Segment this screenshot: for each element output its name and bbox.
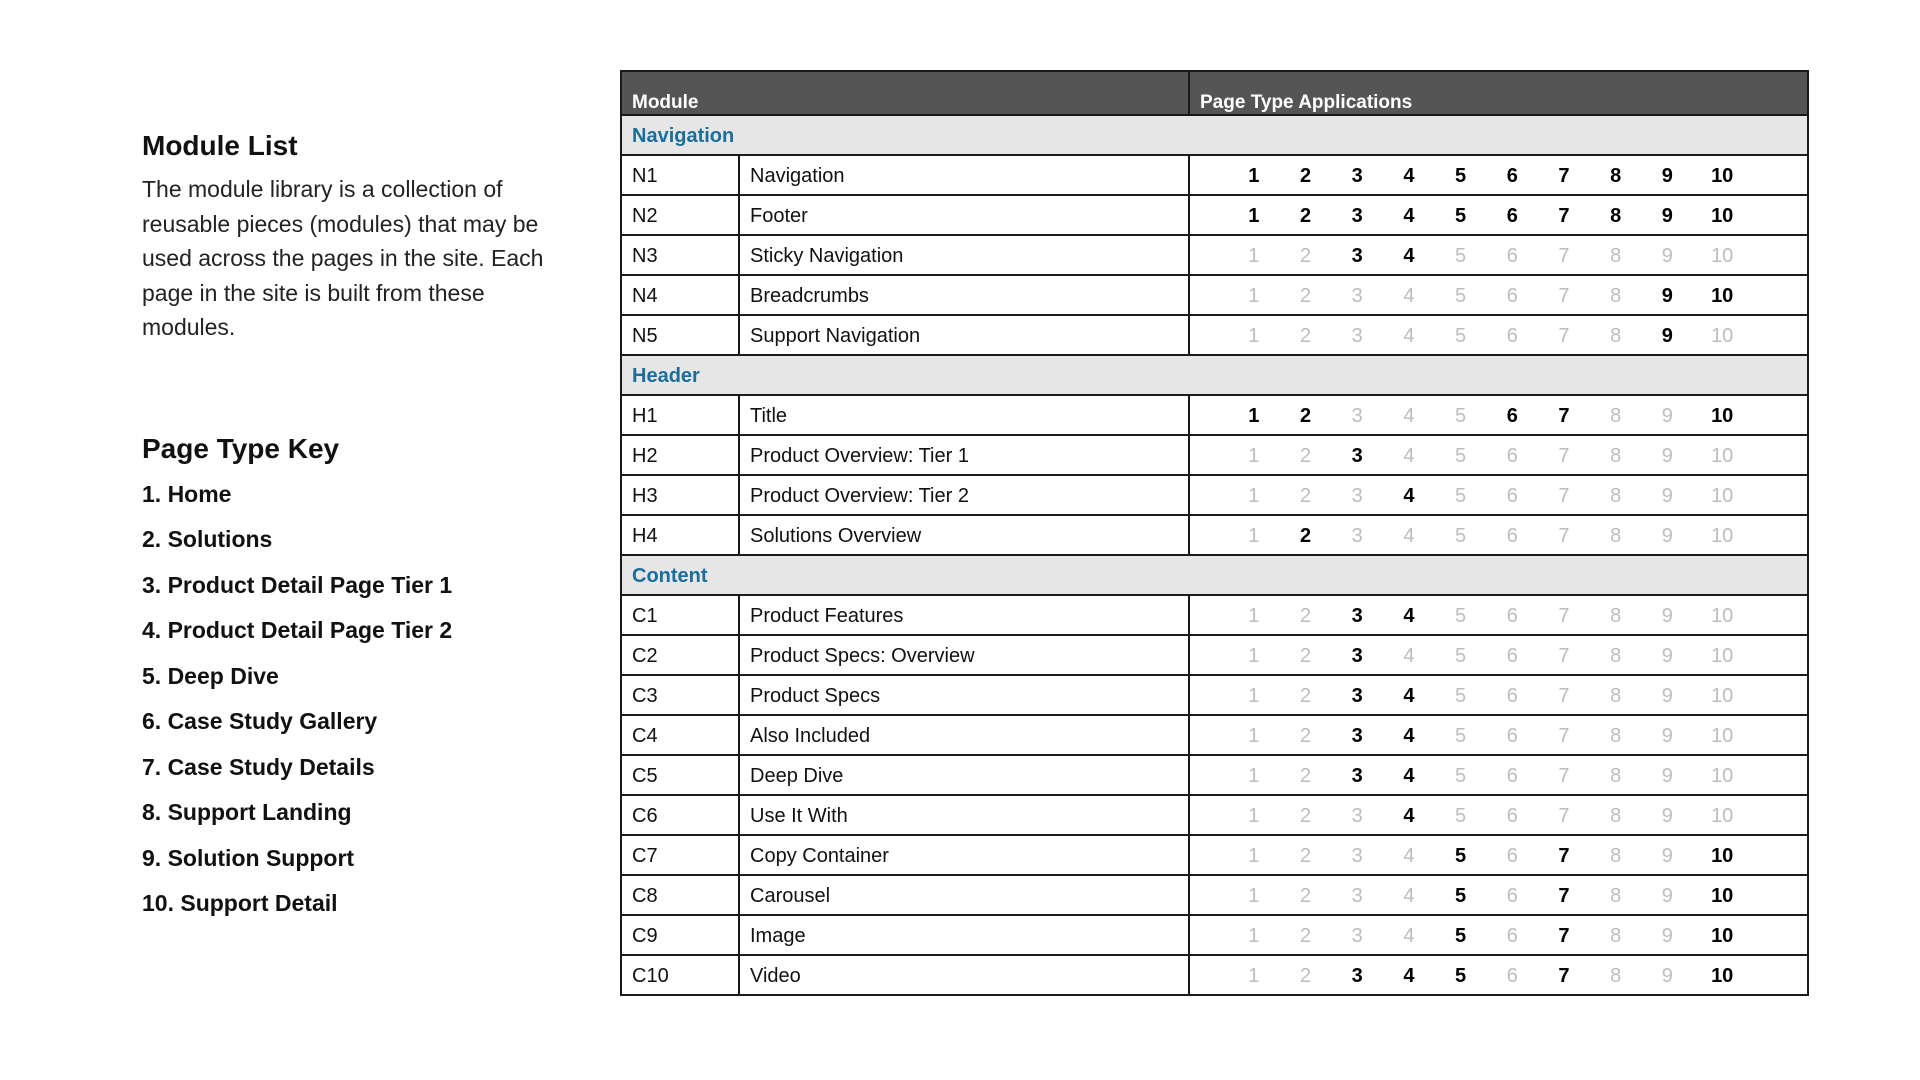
- page-type-key-title: Page Type Key: [142, 432, 340, 464]
- page-type-number: 7: [1558, 524, 1570, 547]
- page-type-number: 5: [1455, 924, 1467, 947]
- page-type-number: 7: [1558, 284, 1570, 307]
- page-type-number: 8: [1610, 724, 1622, 747]
- module-name: Image: [739, 915, 1189, 955]
- page-type-item: 1. Home: [142, 480, 232, 507]
- page-type-number: 9: [1661, 884, 1673, 907]
- page-type-number: 5: [1455, 804, 1467, 827]
- module-code: C3: [621, 675, 739, 715]
- page-type-number: 7: [1558, 844, 1570, 867]
- table-row: [621, 155, 1808, 195]
- page-type-number: 3: [1351, 444, 1363, 467]
- page-type-number: 10: [1711, 924, 1734, 947]
- page-type-number: 10: [1711, 604, 1734, 627]
- page-type-number: 6: [1506, 964, 1518, 987]
- page-type-number: 4: [1403, 604, 1415, 627]
- page-type-item: 6. Case Study Gallery: [142, 708, 378, 734]
- page-type-number: 7: [1558, 324, 1570, 347]
- page-type-number: 10: [1711, 484, 1734, 507]
- page-type-number: 8: [1610, 484, 1622, 507]
- page-type-number: 7: [1558, 804, 1570, 827]
- page-type-applications: [1189, 195, 1808, 235]
- category-row: [621, 115, 1808, 155]
- page-type-number: 3: [1351, 404, 1363, 427]
- page-type-number: 6: [1506, 844, 1518, 867]
- page-type-number: 9: [1661, 164, 1673, 187]
- page-type-number: 10: [1711, 804, 1734, 827]
- module-name: Deep Dive: [739, 755, 1189, 795]
- page-type-applications: [1189, 675, 1808, 715]
- page-type-number: 8: [1610, 204, 1622, 227]
- page-type-number: 7: [1558, 924, 1570, 947]
- table-row: [621, 435, 1808, 475]
- module-code: C1: [621, 595, 739, 635]
- page-type-number: 9: [1661, 404, 1673, 427]
- page-type-number: 3: [1351, 684, 1363, 707]
- page-type-number: 8: [1610, 404, 1622, 427]
- module-code: N2: [621, 195, 739, 235]
- page-type-number: 4: [1403, 804, 1415, 827]
- table-row: [621, 955, 1808, 995]
- page-type-applications: [1189, 915, 1808, 955]
- page-type-number: 8: [1610, 764, 1622, 787]
- page-type-number: 1: [1248, 684, 1260, 707]
- page-type-number: 2: [1299, 924, 1312, 947]
- table-row: [621, 915, 1808, 955]
- page-type-number: 1: [1248, 724, 1260, 747]
- page-type-number: 9: [1661, 684, 1673, 707]
- page-type-number: 10: [1711, 324, 1734, 347]
- page-type-number: 6: [1506, 444, 1518, 467]
- page-type-applications: [1189, 795, 1808, 835]
- page-type-item: 7. Case Study Details: [142, 753, 375, 780]
- page-type-number: 5: [1455, 284, 1467, 307]
- page-type-number: 8: [1610, 164, 1622, 187]
- page-type-number: 1: [1248, 884, 1260, 907]
- page-type-number: 2: [1299, 884, 1312, 907]
- page-type-number: 6: [1506, 804, 1518, 827]
- page-type-number: 4: [1403, 764, 1415, 787]
- page-type-number: 5: [1455, 244, 1467, 267]
- page-type-number: 1: [1248, 804, 1260, 827]
- page-type-number: 7: [1558, 884, 1570, 907]
- page-type-number: 8: [1610, 604, 1622, 627]
- page-type-number: 6: [1506, 924, 1518, 947]
- module-code: N1: [621, 155, 739, 195]
- page-type-item: 10. Support Detail: [142, 890, 338, 916]
- page-type-number: 8: [1610, 964, 1622, 987]
- page-type-number: 8: [1610, 924, 1622, 947]
- page-type-number: 3: [1351, 924, 1363, 947]
- page-type-number: 5: [1455, 964, 1467, 987]
- page-type-number: 9: [1661, 964, 1673, 987]
- page-type-number: 10: [1711, 884, 1734, 907]
- page-type-number: 5: [1455, 684, 1467, 707]
- module-name: Copy Container: [739, 835, 1189, 875]
- page-type-item: 8. Support Landing: [142, 799, 352, 825]
- page-type-number: 2: [1299, 644, 1312, 667]
- page-type-number: 8: [1610, 884, 1622, 907]
- module-name: Footer: [739, 195, 1189, 235]
- page-type-number: 5: [1455, 724, 1467, 747]
- page-type-number: 2: [1299, 404, 1312, 427]
- module-code: N3: [621, 235, 739, 275]
- page-type-number: 4: [1403, 884, 1415, 907]
- page-type-number: 1: [1248, 924, 1260, 947]
- module-code: H3: [621, 475, 739, 515]
- page-type-number: 9: [1661, 444, 1673, 467]
- page-type-number: 7: [1558, 644, 1570, 667]
- page-type-number: 4: [1403, 204, 1415, 227]
- page-type-number: 5: [1455, 164, 1467, 187]
- page-type-number: 3: [1351, 284, 1363, 307]
- page-type-applications: [1189, 755, 1808, 795]
- page-type-number: 4: [1403, 444, 1415, 467]
- page-type-item: 3. Product Detail Page Tier 1: [142, 571, 453, 598]
- module-code: C10: [621, 955, 739, 995]
- page-type-number: 1: [1248, 444, 1260, 467]
- page-type-number: 8: [1610, 684, 1622, 707]
- page-type-number: 3: [1351, 204, 1363, 227]
- page-type-number: 3: [1351, 604, 1363, 627]
- page-type-number: 1: [1248, 764, 1260, 787]
- page-type-number: 3: [1351, 484, 1363, 507]
- module-code: C2: [621, 635, 739, 675]
- page-type-number: 10: [1711, 764, 1734, 787]
- category-label: Content: [621, 555, 1808, 595]
- page-type-number: 4: [1403, 524, 1415, 547]
- module-code: C7: [621, 835, 739, 875]
- module-name: Support Navigation: [739, 315, 1189, 355]
- page-type-number: 10: [1711, 444, 1734, 467]
- category-row: [621, 555, 1808, 595]
- page-type-number: 9: [1661, 484, 1673, 507]
- module-name: Title: [739, 395, 1189, 435]
- module-name: Product Specs: Overview: [739, 635, 1189, 675]
- page-type-number: 8: [1610, 844, 1622, 867]
- page-type-number: 10: [1711, 244, 1734, 267]
- page-type-number: 7: [1558, 484, 1570, 507]
- page-type-number: 5: [1455, 884, 1467, 907]
- page-type-number: 4: [1403, 404, 1415, 427]
- page-type-number: 6: [1506, 244, 1518, 267]
- table-row: [621, 395, 1808, 435]
- page-type-number: 3: [1351, 164, 1363, 187]
- page-type-number: 10: [1711, 284, 1734, 307]
- page-type-number: 5: [1455, 644, 1467, 667]
- header-page-type-applications: Page Type Applications: [1189, 71, 1808, 115]
- page-type-number: 2: [1299, 164, 1312, 187]
- page-type-number: 4: [1403, 244, 1415, 267]
- table-row: [621, 515, 1808, 555]
- page-type-item: 5. Deep Dive: [142, 662, 279, 689]
- page-type-number: 6: [1506, 404, 1518, 427]
- page-type-number: 1: [1248, 844, 1260, 867]
- table-row: [621, 835, 1808, 875]
- page-type-applications: [1189, 515, 1808, 555]
- page-type-number: 5: [1455, 324, 1467, 347]
- page-type-number: 9: [1661, 204, 1673, 227]
- page-type-number: 7: [1558, 244, 1570, 267]
- page-type-number: 5: [1455, 204, 1467, 227]
- page-type-number: 2: [1299, 964, 1312, 987]
- page-type-number: 2: [1299, 204, 1312, 227]
- module-code: N5: [621, 315, 739, 355]
- page-type-number: 9: [1661, 324, 1673, 347]
- table-row: [621, 275, 1808, 315]
- page-type-number: 6: [1506, 204, 1518, 227]
- module-list-title: Module List: [142, 130, 298, 161]
- page-type-number: 6: [1506, 764, 1518, 787]
- table-row: [621, 635, 1808, 675]
- page-type-number: 3: [1351, 964, 1363, 987]
- page-type-number: 1: [1248, 284, 1260, 307]
- module-name: Use It With: [739, 795, 1189, 835]
- page-type-applications: [1189, 275, 1808, 315]
- module-name: Navigation: [739, 155, 1189, 195]
- page-type-number: 2: [1299, 844, 1312, 867]
- page-type-number: 4: [1403, 844, 1415, 867]
- page-type-applications: [1189, 875, 1808, 915]
- table-row: [621, 595, 1808, 635]
- module-code: H4: [621, 515, 739, 555]
- module-list-description: The module library is a collection of reusable pieces (modules) that may be used across the pages in the site. Each page in the site is built from these modules.: [142, 176, 544, 340]
- page-type-number: 7: [1558, 764, 1570, 787]
- module-code: C5: [621, 755, 739, 795]
- page-type-number: 10: [1711, 964, 1734, 987]
- module-code: C4: [621, 715, 739, 755]
- page-type-number: 2: [1299, 244, 1312, 267]
- page-type-number: 7: [1558, 724, 1570, 747]
- page-type-number: 7: [1558, 684, 1570, 707]
- page-type-number: 9: [1661, 844, 1673, 867]
- table-body: [621, 115, 1808, 995]
- page-type-applications: [1189, 315, 1808, 355]
- page-type-number: 9: [1661, 524, 1673, 547]
- page-type-number: 7: [1558, 204, 1570, 227]
- page-type-number: 1: [1248, 244, 1260, 267]
- page-type-number: 6: [1506, 644, 1518, 667]
- module-name: Breadcrumbs: [739, 275, 1189, 315]
- page-type-number: 6: [1506, 484, 1518, 507]
- page-type-number: 1: [1248, 524, 1260, 547]
- page-type-number: 8: [1610, 444, 1622, 467]
- page-type-number: 6: [1506, 164, 1518, 187]
- page-type-number: 7: [1558, 404, 1570, 427]
- page-type-number: 5: [1455, 444, 1467, 467]
- page-type-number: 9: [1661, 244, 1673, 267]
- page-type-number: 2: [1299, 484, 1312, 507]
- page-type-number: 1: [1248, 404, 1260, 427]
- page-type-number: 8: [1610, 324, 1622, 347]
- page-type-item: 2. Solutions: [142, 526, 273, 552]
- page-type-number: 6: [1506, 604, 1518, 627]
- page-type-number: 2: [1299, 684, 1312, 707]
- page-type-number: 2: [1299, 444, 1312, 467]
- page-type-number: 9: [1661, 284, 1673, 307]
- page-type-number: 9: [1661, 804, 1673, 827]
- page-type-number: 4: [1403, 964, 1415, 987]
- page-type-number: 10: [1711, 204, 1734, 227]
- page-type-number: 9: [1661, 764, 1673, 787]
- page-type-number: 9: [1661, 724, 1673, 747]
- page-type-key-list: [142, 479, 562, 934]
- page-type-number: 6: [1506, 684, 1518, 707]
- page-type-number: 8: [1610, 804, 1622, 827]
- page-type-number: 5: [1455, 524, 1467, 547]
- module-code: H1: [621, 395, 739, 435]
- module-name: Product Overview: Tier 1: [739, 435, 1189, 475]
- table-row: [621, 315, 1808, 355]
- header-module: Module: [621, 71, 1189, 115]
- page-type-number: 2: [1299, 804, 1312, 827]
- module-name: Sticky Navigation: [739, 235, 1189, 275]
- page-type-applications: [1189, 835, 1808, 875]
- page-type-item: 4. Product Detail Page Tier 2: [142, 617, 453, 643]
- table-row: [621, 475, 1808, 515]
- page-type-applications: [1189, 635, 1808, 675]
- page-type-applications: [1189, 595, 1808, 635]
- page-type-number: 3: [1351, 844, 1363, 867]
- table-row: [621, 235, 1808, 275]
- page-type-number: 4: [1403, 924, 1415, 947]
- table-header-row: [621, 71, 1808, 115]
- page-type-number: 6: [1506, 284, 1518, 307]
- page-type-number: 4: [1403, 684, 1415, 707]
- page-type-number: 3: [1351, 884, 1363, 907]
- table-row: [621, 875, 1808, 915]
- page-type-item: 9. Solution Support: [142, 844, 355, 871]
- page-type-number: 8: [1610, 524, 1622, 547]
- page-type-applications: [1189, 715, 1808, 755]
- page-type-number: 3: [1351, 324, 1363, 347]
- page-type-number: 4: [1403, 284, 1415, 307]
- page-type-number: 2: [1299, 724, 1312, 747]
- page-type-number: 7: [1558, 964, 1570, 987]
- page-type-number: 4: [1403, 484, 1415, 507]
- page-type-number: 3: [1351, 524, 1363, 547]
- page-type-number: 4: [1403, 164, 1415, 187]
- page-type-number: 7: [1558, 604, 1570, 627]
- page-type-number: 3: [1351, 244, 1363, 267]
- module-code: C6: [621, 795, 739, 835]
- table-row: [621, 715, 1808, 755]
- page-type-number: 5: [1455, 604, 1467, 627]
- module-code: H2: [621, 435, 739, 475]
- page-type-number: 1: [1248, 204, 1260, 227]
- category-label: Navigation: [621, 115, 1808, 155]
- page-type-number: 5: [1455, 844, 1467, 867]
- page-type-applications: [1189, 955, 1808, 995]
- page-type-number: 9: [1661, 644, 1673, 667]
- page-type-number: 6: [1506, 324, 1518, 347]
- table-row: [621, 755, 1808, 795]
- page-type-number: 1: [1248, 484, 1260, 507]
- page-type-number: 1: [1248, 164, 1260, 187]
- module-name: Product Overview: Tier 2: [739, 475, 1189, 515]
- page-type-applications: [1189, 235, 1808, 275]
- page-type-number: 7: [1558, 164, 1570, 187]
- page-type-number: 8: [1610, 284, 1622, 307]
- category-label: Header: [621, 355, 1808, 395]
- module-code: N4: [621, 275, 739, 315]
- page-type-number: 6: [1506, 724, 1518, 747]
- module-code: C9: [621, 915, 739, 955]
- page-type-number: 4: [1403, 724, 1415, 747]
- table-row: [621, 195, 1808, 235]
- page-type-number: 5: [1455, 764, 1467, 787]
- table-row: [621, 675, 1808, 715]
- page-type-number: 10: [1711, 404, 1734, 427]
- page-type-number: 6: [1506, 524, 1518, 547]
- page-type-number: 2: [1299, 324, 1312, 347]
- page-type-applications: [1189, 155, 1808, 195]
- page-type-number: 4: [1403, 644, 1415, 667]
- page-type-number: 10: [1711, 724, 1734, 747]
- module-code: C8: [621, 875, 739, 915]
- page-type-number: 2: [1299, 284, 1312, 307]
- page-type-number: 5: [1455, 404, 1467, 427]
- page-type-number: 1: [1248, 964, 1260, 987]
- page-type-number: 9: [1661, 604, 1673, 627]
- page-type-number: 4: [1403, 324, 1415, 347]
- page-type-number: 5: [1455, 484, 1467, 507]
- page-type-number: 10: [1711, 844, 1734, 867]
- page-type-number: 1: [1248, 644, 1260, 667]
- page-type-number: 3: [1351, 644, 1363, 667]
- page-type-number: 10: [1711, 644, 1734, 667]
- page-type-number: 2: [1299, 764, 1312, 787]
- category-row: [621, 355, 1808, 395]
- page-type-number: 9: [1661, 924, 1673, 947]
- page-type-number: 10: [1711, 164, 1734, 187]
- module-name: Product Specs: [739, 675, 1189, 715]
- page-type-number: 6: [1506, 884, 1518, 907]
- page-type-number: 8: [1610, 644, 1622, 667]
- page-type-number: 2: [1299, 524, 1312, 547]
- page-type-applications: [1189, 435, 1808, 475]
- page-type-number: 2: [1299, 604, 1312, 627]
- page-type-number: 7: [1558, 444, 1570, 467]
- page-type-number: 3: [1351, 764, 1363, 787]
- table-row: [621, 795, 1808, 835]
- module-table: [620, 70, 1809, 996]
- page-type-applications: [1189, 395, 1808, 435]
- page-type-number: 3: [1351, 804, 1363, 827]
- module-name: Solutions Overview: [739, 515, 1189, 555]
- module-name: Product Features: [739, 595, 1189, 635]
- page-type-number: 10: [1711, 684, 1734, 707]
- page-type-applications: [1189, 475, 1808, 515]
- module-name: Carousel: [739, 875, 1189, 915]
- page-type-number: 10: [1711, 524, 1734, 547]
- page-type-number: 3: [1351, 724, 1363, 747]
- page-type-number: 1: [1248, 324, 1260, 347]
- module-name: Video: [739, 955, 1189, 995]
- page-type-number: 1: [1248, 604, 1260, 627]
- page-type-number: 8: [1610, 244, 1622, 267]
- module-name: Also Included: [739, 715, 1189, 755]
- left-panel: [142, 130, 562, 934]
